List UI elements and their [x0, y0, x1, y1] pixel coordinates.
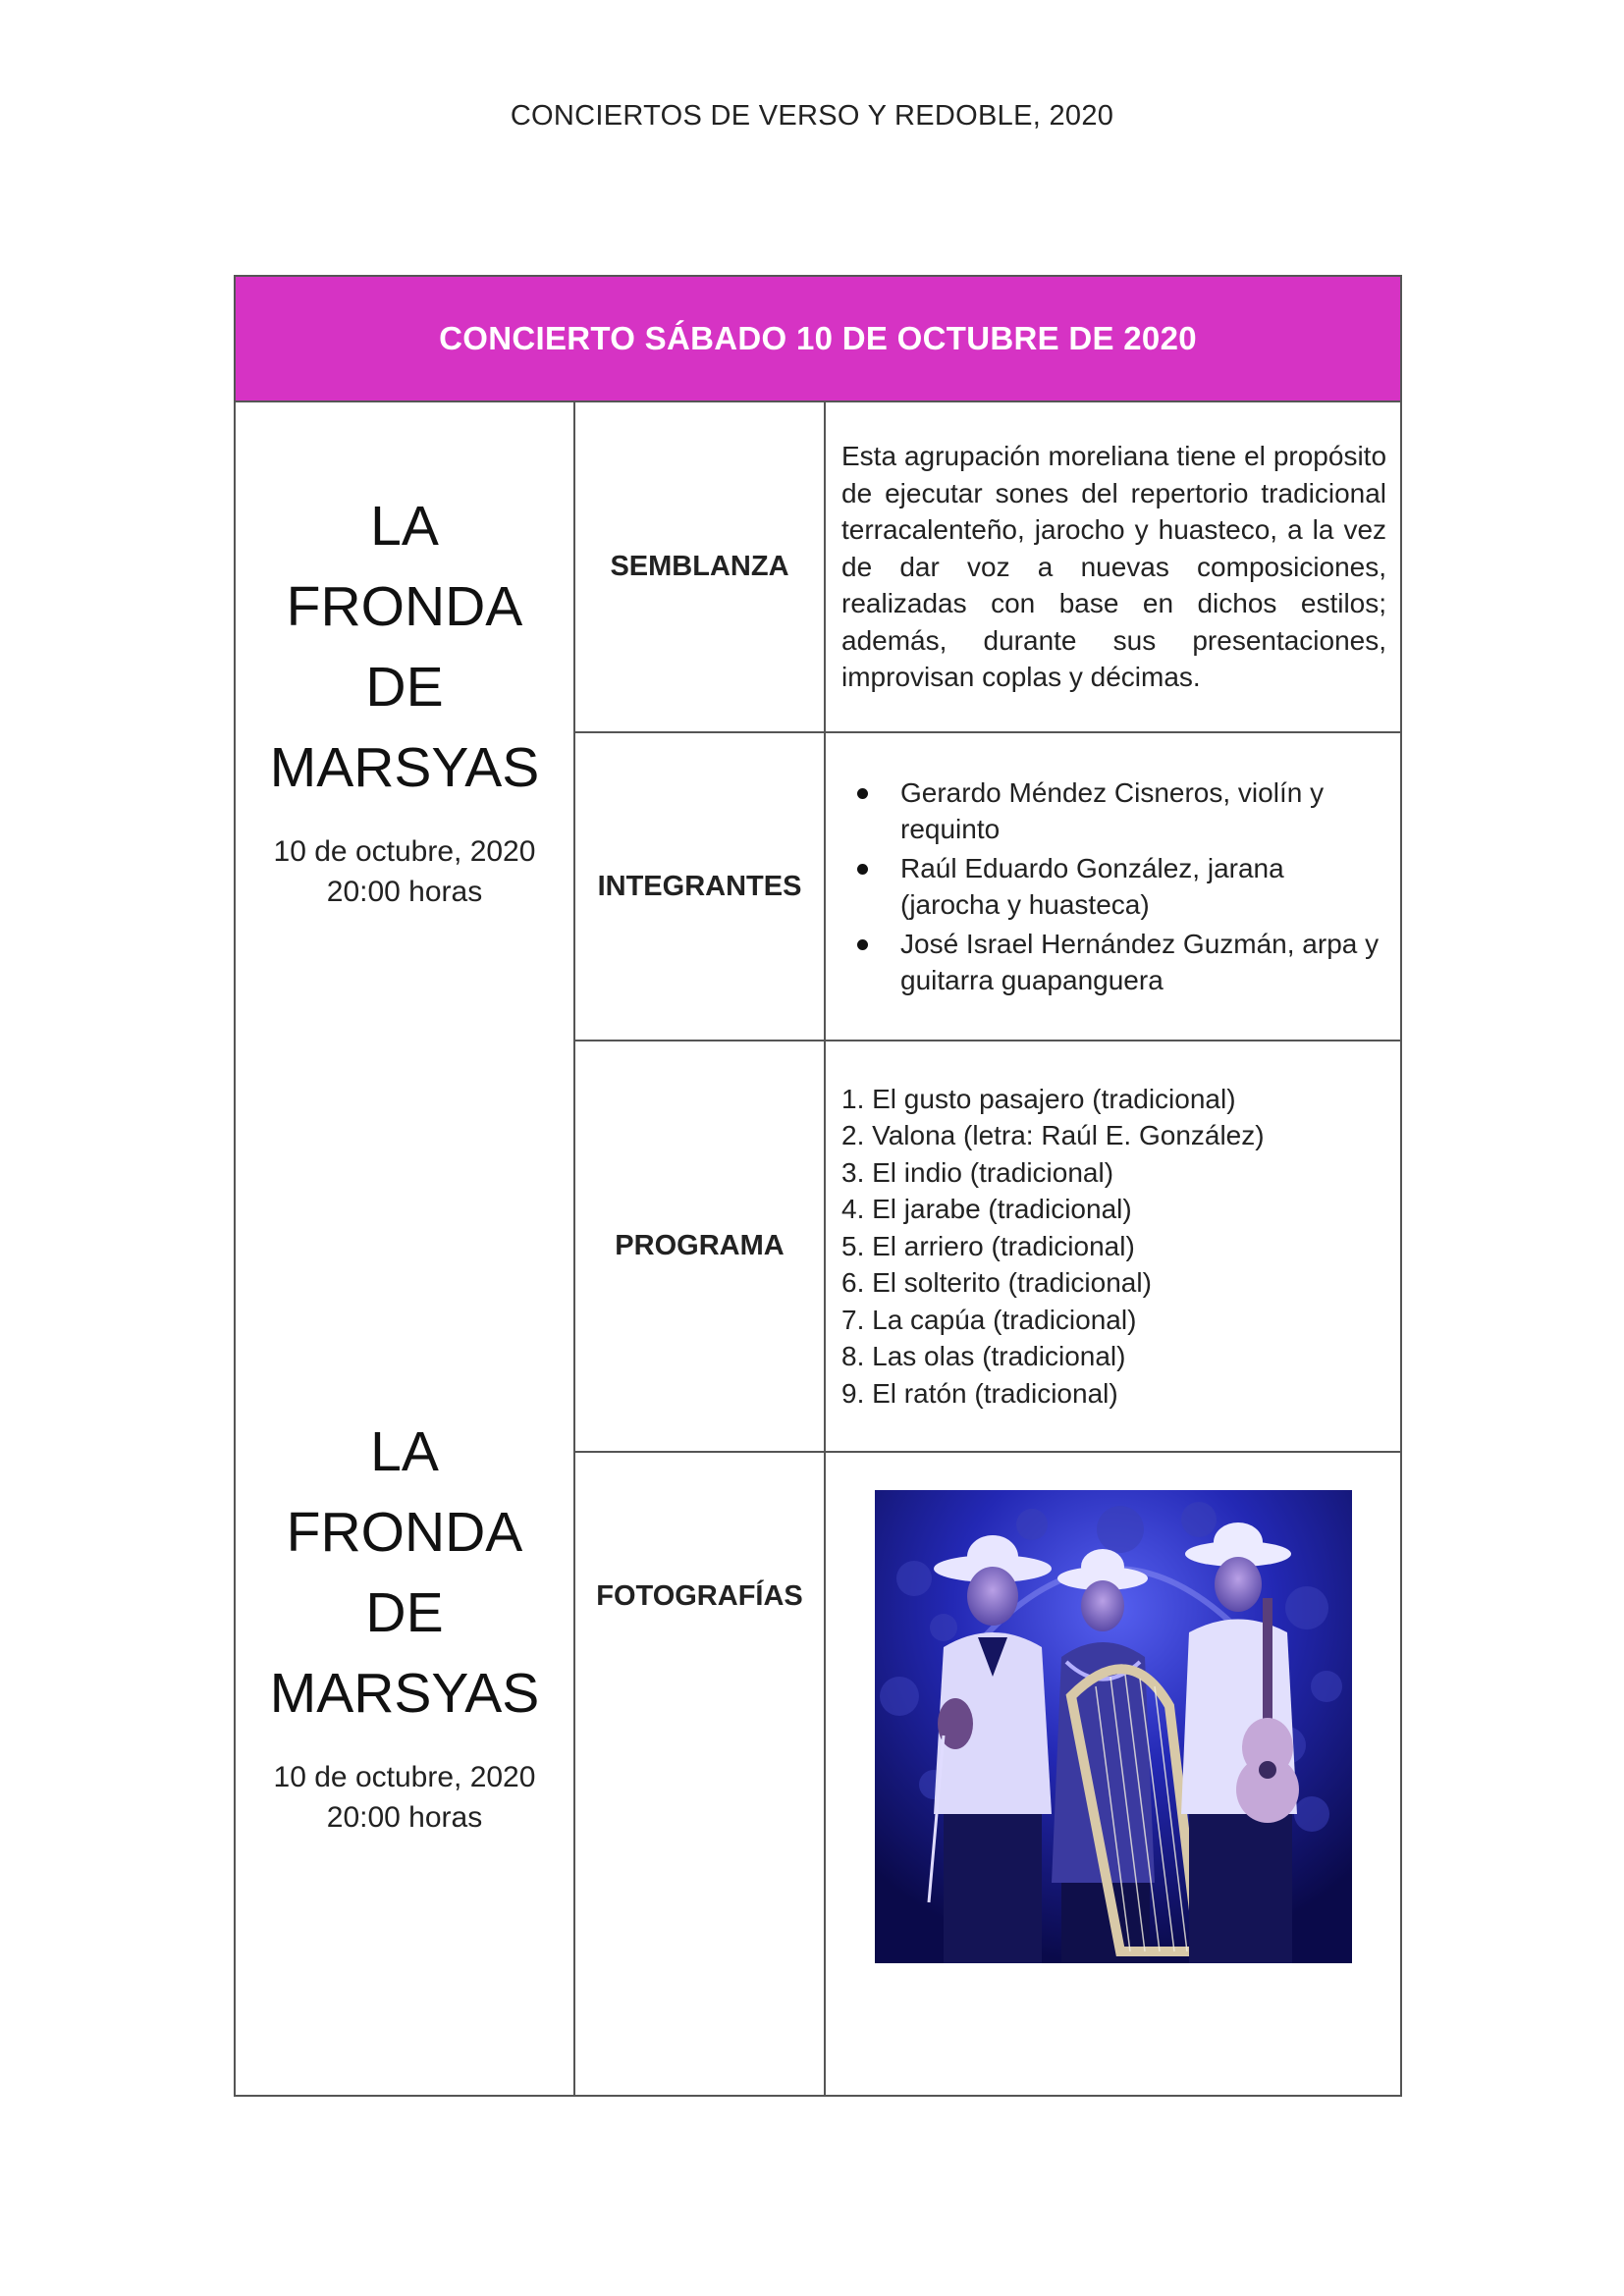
semblanza-label: SEMBLANZA	[574, 401, 825, 732]
band-name: LA FRONDA DE MARSYAS	[269, 495, 540, 799]
program-list	[841, 1081, 1386, 1413]
band-info-block-top	[236, 486, 573, 912]
list-item: 8. Las olas (tradicional)	[841, 1341, 1126, 1372]
list-item: 6. El solterito (tradicional)	[841, 1267, 1152, 1299]
concert-table	[234, 275, 1402, 2097]
fotografias-label: FOTOGRAFÍAS	[574, 1452, 825, 2096]
band-date-time: 10 de octubre, 2020 20:00 horas	[273, 835, 536, 908]
list-item: 2. Valona (letra: Raúl E. González)	[841, 1120, 1265, 1151]
integrantes-cell	[825, 732, 1401, 1041]
band-date-time: 10 de octubre, 2020 20:00 horas	[273, 1761, 536, 1834]
concert-banner: CONCIERTO SÁBADO 10 DE OCTUBRE DE 2020	[235, 276, 1401, 401]
semblanza-text: Esta agrupación moreliana tiene el propósito de ejecutar sones del repertorio tradicional terracalenteño, jarocho y huasteco, a la vez de dar voz a nuevas composiciones, realizadas con base en dichos estilos; además, durante sus presentaciones, improvisan coplas y décimas.	[825, 401, 1401, 732]
list-item: Gerardo Méndez Cisneros, violín y requinto	[900, 774, 1386, 848]
list-item: 4. El jarabe (tradicional)	[841, 1194, 1132, 1225]
members-list	[841, 774, 1386, 999]
programa-label: PROGRAMA	[574, 1041, 825, 1452]
list-item: 9. El ratón (tradicional)	[841, 1377, 1118, 1409]
band-info-block-bottom	[236, 1412, 573, 1838]
list-item: José Israel Hernández Guzmán, arpa y guitarra guapanguera	[900, 926, 1386, 999]
integrantes-label: INTEGRANTES	[574, 732, 825, 1041]
band-photo	[875, 1490, 1352, 1963]
list-item: 3. El indio (tradicional)	[841, 1156, 1114, 1188]
list-item: Raúl Eduardo González, jarana (jarocha y huasteca)	[900, 850, 1386, 924]
list-item: 1. El gusto pasajero (tradicional)	[841, 1083, 1236, 1114]
photo-cell	[825, 1452, 1401, 2096]
programa-cell	[825, 1041, 1401, 1452]
list-item: 5. El arriero (tradicional)	[841, 1230, 1135, 1261]
band-info-cell	[235, 401, 574, 2096]
list-item: 7. La capúa (tradicional)	[841, 1304, 1137, 1335]
band-name: LA FRONDA DE MARSYAS	[269, 1420, 540, 1725]
document-header: CONCIERTOS DE VERSO Y REDOBLE, 2020	[510, 100, 1114, 132]
